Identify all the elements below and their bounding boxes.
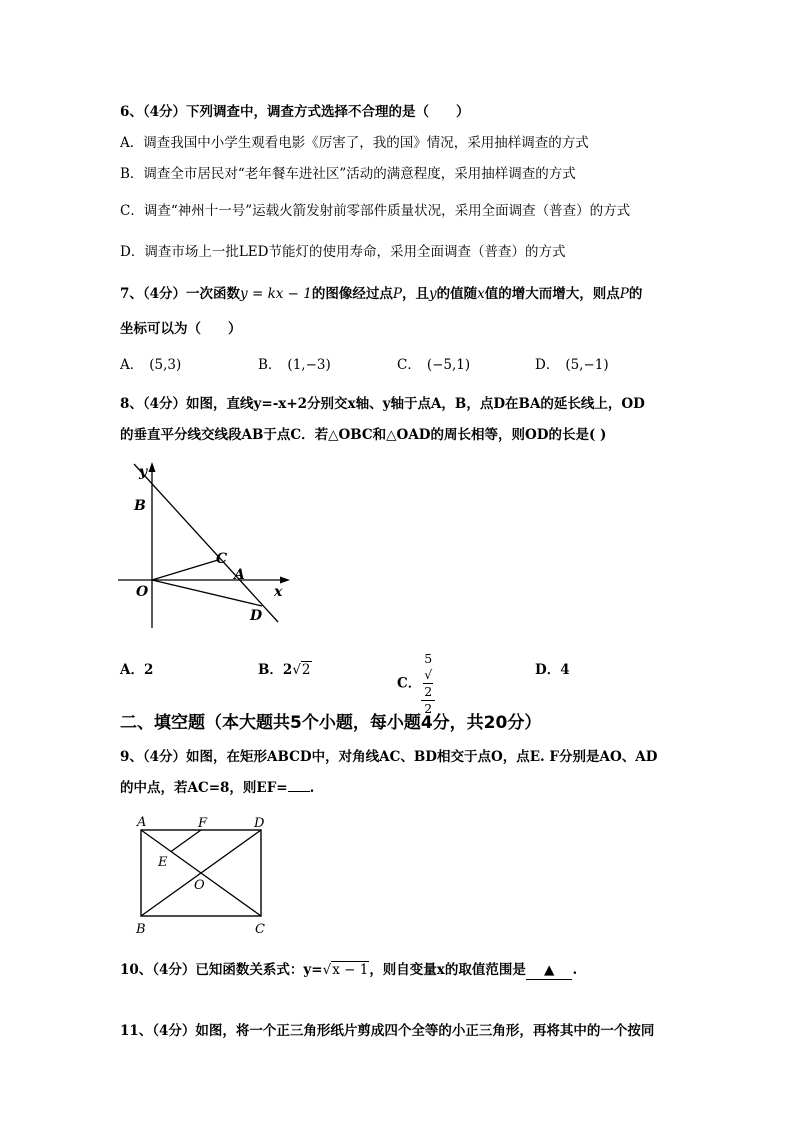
q8-segment-oc	[152, 560, 218, 580]
q9-label-c: C	[255, 922, 265, 937]
q7-option-c: C． (−5,1)	[397, 357, 471, 373]
q9-label-b: B	[136, 922, 146, 937]
q6-stem: 6、（4分）下列调查中，调查方式选择不合理的是（ ）	[120, 104, 470, 120]
q6-option-d: D．调查市场上一批LED节能灯的使用寿命，采用全面调查（普查）的方式	[120, 244, 566, 260]
q8-stem-line2: 的垂直平分线交线段AB于点C．若△OBC和△OAD的周长相等，则OD的长是( )	[120, 427, 607, 443]
q10-stem: 10、（4分）已知函数关系式：y=√x − 1，则自变量x的取值范围是 ▲ .	[120, 962, 578, 978]
q8-label-o: O	[136, 584, 149, 600]
q7-stem-d: 的值随	[436, 286, 478, 302]
q7-stem-a: 7、（4分）一次函数	[120, 286, 241, 302]
q8-label-a: A	[234, 567, 245, 583]
q8-option-b: B．2√2	[258, 662, 311, 678]
q9-label-o: O	[194, 878, 205, 893]
q7-stem-e: 值的增大而增大，则点	[484, 286, 620, 302]
q8-option-d: D．4	[535, 662, 570, 678]
q7-function: y = kx − 1	[240, 286, 312, 302]
q7-var-x: x	[477, 286, 485, 302]
q8-label-b: B	[134, 498, 146, 514]
q10-answer-mark: ▲	[543, 962, 555, 978]
q8-x-arrow	[280, 577, 290, 584]
q9-label-e: E	[158, 855, 168, 870]
q9-label-f: F	[198, 816, 208, 831]
q7-stem	[120, 285, 642, 303]
q8-line-bd	[134, 464, 278, 622]
q9-label-a: A	[137, 815, 147, 830]
q6-option-a: A．调查我国中小学生观看电影《厉害了，我的国》情况，采用抽样调查的方式	[120, 135, 589, 151]
q7-point-p: P	[392, 286, 402, 302]
q8-label-y: y	[139, 464, 148, 480]
q6-option-b: B．调查全市居民对“老年餐车进社区”活动的满意程度，采用抽样调查的方式	[120, 166, 576, 182]
q9-label-d: D	[254, 816, 265, 831]
q7-stem-c: ，且	[401, 286, 429, 302]
q7-stem-b: 的图像经过点	[311, 286, 393, 302]
q9-figure	[132, 812, 272, 937]
q7-var-y: y	[428, 286, 437, 302]
q7-option-b: B． (1,−3)	[258, 357, 331, 373]
q9-answer-blank	[288, 779, 310, 792]
q9-stem-line1: 9、（4分）如图，在矩形ABCD中，对角线AC、BD相交于点O，点E. F分别是AO、AD	[120, 749, 658, 765]
q7-option-a: A． (5,3)	[120, 357, 182, 373]
q8-figure	[112, 460, 297, 630]
q9-stem-line2: 的中点，若AC=8，则EF= .	[120, 780, 315, 796]
q8-option-c: C． 5 √ 2 2	[397, 651, 435, 717]
q8-stem-line1: 8、（4分）如图，直线y=-x+2分别交x轴、y轴于点A，B，点D在BA的延长线上，OD	[120, 396, 645, 412]
q11-stem-line1: 11、（4分）如图，将一个正三角形纸片剪成四个全等的小正三角形，再将其中的一个按同	[120, 1023, 655, 1039]
q7-stem-line2: 坐标可以为（ ）	[120, 321, 242, 337]
q6-option-c: C．调查“神州十一号”运载火箭发射前零部件质量状况，采用全面调查（普查）的方式	[120, 203, 631, 219]
q8-segment-od	[152, 580, 262, 606]
q10-answer-blank	[526, 961, 573, 980]
section-2-title: 二、填空题（本大题共5个小题，每小题4分，共20分）	[120, 713, 542, 733]
q7-option-d: D． (5,−1)	[535, 357, 609, 373]
q8-y-arrow	[149, 462, 156, 472]
q8-option-a: A．2	[120, 662, 154, 678]
q9-segment-ef	[171, 830, 201, 852]
q8-label-c: C	[216, 551, 228, 567]
q7-point-p2: P	[619, 286, 629, 302]
q8-label-d: D	[250, 608, 263, 624]
q8-label-x: x	[274, 584, 283, 600]
q7-stem-f: 的	[628, 286, 643, 302]
